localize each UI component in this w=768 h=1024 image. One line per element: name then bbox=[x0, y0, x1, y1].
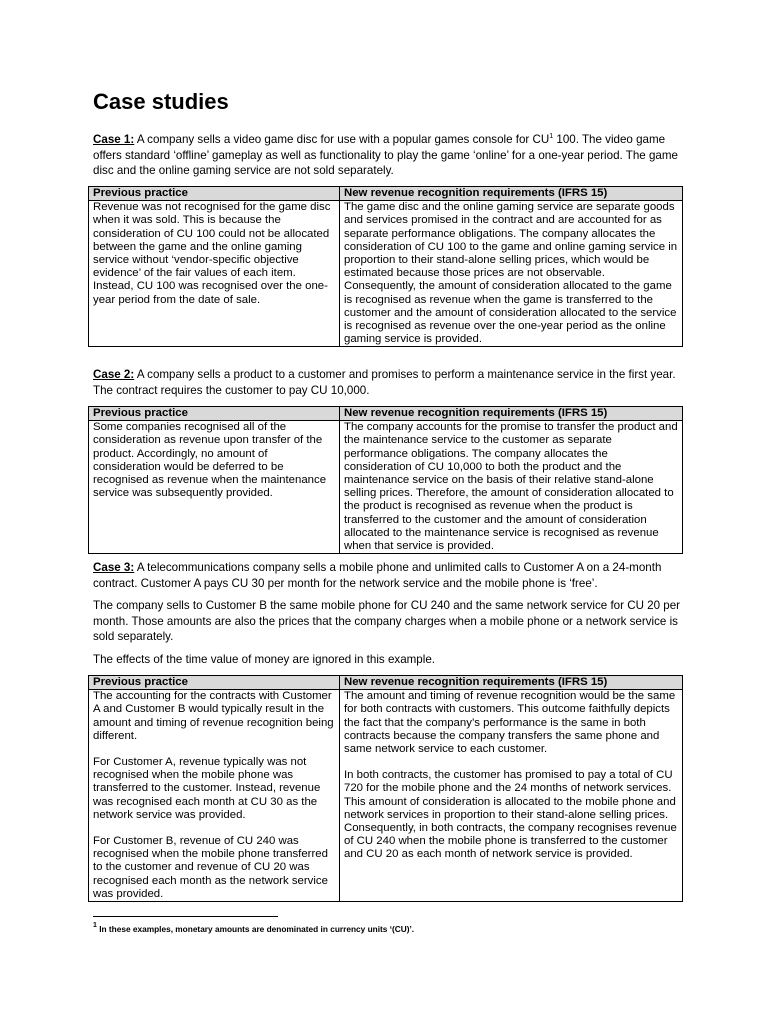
header-new-requirements: New revenue recognition requirements (IFRS 15) bbox=[340, 407, 683, 421]
case-3-new-paragraph-1: The amount and timing of revenue recognition would be the same for both contracts with customers. This outcome faithfully depicts the fact that the company’s performance is the same in both contracts because the company transfers the same phone and same network service to each customer. bbox=[344, 690, 676, 756]
case-2-new-requirements: The company accounts for the promise to transfer the product and the maintenance service to the customer as separate performance obligations. The company allocates the consideration of CU 10,000 to both the product and the maintenance service on the basis of their relative stand-alone selling prices. Therefore, the amount of consideration allocated to the product is recognised as revenue when the product is transferred to the customer and the amount of consideration allocated to the maintenance service is recognised as revenue when that service is provided. bbox=[340, 421, 683, 554]
table-row bbox=[89, 421, 683, 554]
case-1-previous-practice: Revenue was not recognised for the game disc when it was sold. This is because the consideration of CU 100 could not be allocated between the game and the online gaming service without ‘vendor-specific objective evidence’ of the fair values of each item. Instead, CU 100 was recognised over the one-year period from the date of sale. bbox=[89, 201, 340, 347]
header-new-requirements: New revenue recognition requirements (IFRS 15) bbox=[340, 187, 683, 201]
case-3-label: Case 3: bbox=[93, 561, 135, 574]
case-2-label: Case 2: bbox=[93, 368, 135, 381]
table-header-row bbox=[89, 676, 683, 690]
case-3-previous-paragraph-3: For Customer B, revenue of CU 240 was recognised when the mobile phone transferred to the customer and revenue of CU 20 was recognised each month as the network service was provided. bbox=[93, 835, 328, 900]
table-header-row bbox=[89, 187, 683, 201]
table-row bbox=[89, 201, 683, 347]
case-3-text: A telecommunications company sells a mobile phone and unlimited calls to Customer A on a 24-month contract. Customer A pays CU 30 per month for the network service and the mobile phone is ‘free’. bbox=[93, 561, 662, 590]
case-3-previous-practice bbox=[89, 690, 340, 902]
case-1-table bbox=[88, 186, 683, 347]
header-previous-practice: Previous practice bbox=[89, 407, 340, 421]
case-3-previous-paragraph-1: The accounting for the contracts with Customer A and Customer B would typically result in the amount and timing of revenue recognition being different. bbox=[93, 690, 334, 742]
case-1-text-start: A company sells a video game disc for use with a popular games console for CU bbox=[134, 133, 550, 146]
case-2-description bbox=[93, 367, 683, 398]
header-previous-practice: Previous practice bbox=[89, 676, 340, 690]
header-previous-practice: Previous practice bbox=[89, 187, 340, 201]
footnote-ref-1: 1 bbox=[549, 133, 554, 140]
page-title: Case studies bbox=[93, 89, 229, 114]
table-header-row bbox=[89, 407, 683, 421]
footnote-number: 1 bbox=[93, 922, 97, 929]
footnote-text: In these examples, monetary amounts are denominated in currency units ‘(CU)’. bbox=[96, 924, 415, 934]
case-1-label: Case 1: bbox=[93, 133, 135, 146]
footnote-divider bbox=[93, 916, 278, 917]
case-3-paragraph-2: The company sells to Customer B the same mobile phone for CU 240 and the same network service for CU 20 per month. Those amounts are also the prices that the company charges when a mobile phone or a network service is sold separately. bbox=[93, 599, 681, 643]
case-2-text: A company sells a product to a customer and promises to perform a maintenance service in the first year. The contract requires the customer to pay CU 10,000. bbox=[93, 368, 676, 397]
case-3-description bbox=[93, 560, 683, 591]
case-2-table bbox=[88, 406, 683, 554]
case-1-description bbox=[93, 132, 683, 179]
header-new-requirements: New revenue recognition requirements (IFRS 15) bbox=[340, 676, 683, 690]
case-1-new-requirements: The game disc and the online gaming service are separate goods and services promised in the contract and are accounted for as separate performance obligations. The company allocates the consideration of CU 100 to the game and online gaming service in proportion to their stand-alone selling prices, which would be estimated because those prices are not observable. Consequently, the amount of consideration allocated to the game is recognised as revenue when the game is transferred to the customer and the amount of consideration allocated to the service is recognised as revenue over the one-year period as the online gaming service is provided. bbox=[340, 201, 683, 347]
case-3-paragraph-3: The effects of the time value of money are ignored in this example. bbox=[93, 653, 435, 666]
case-3-previous-paragraph-2: For Customer A, revenue typically was not recognised when the mobile phone was transferred to the customer. Instead, revenue was recognised each month at CU 30 as the network service was provided. bbox=[93, 756, 321, 821]
case-2-previous-practice: Some companies recognised all of the consideration as revenue upon transfer of the product. Accordingly, no amount of consideration would be deferred to be recognised as revenue when the maintenance service was subsequently provided. bbox=[89, 421, 340, 554]
case-3-table bbox=[88, 675, 683, 902]
case-1-text-end: 100. The video game offers standard ‘offline’ gameplay as well as functionality to play the game ‘online’ for a one-year period. The game disc and the online gaming service are not sold separately. bbox=[93, 133, 678, 177]
footnote bbox=[93, 924, 414, 935]
case-3-new-paragraph-2: In both contracts, the customer has promised to pay a total of CU 720 for the mobile phone and the 24 months of network services. This amount of consideration is allocated to the mobile phone and network services in proportion to their stand-alone selling prices. Consequently, in both contracts, the company recognises revenue of CU 240 when the mobile phone is transferred to the customer and CU 20 as each month of network service is provided. bbox=[344, 769, 677, 861]
case-3-new-requirements bbox=[340, 690, 683, 902]
table-row bbox=[89, 690, 683, 902]
